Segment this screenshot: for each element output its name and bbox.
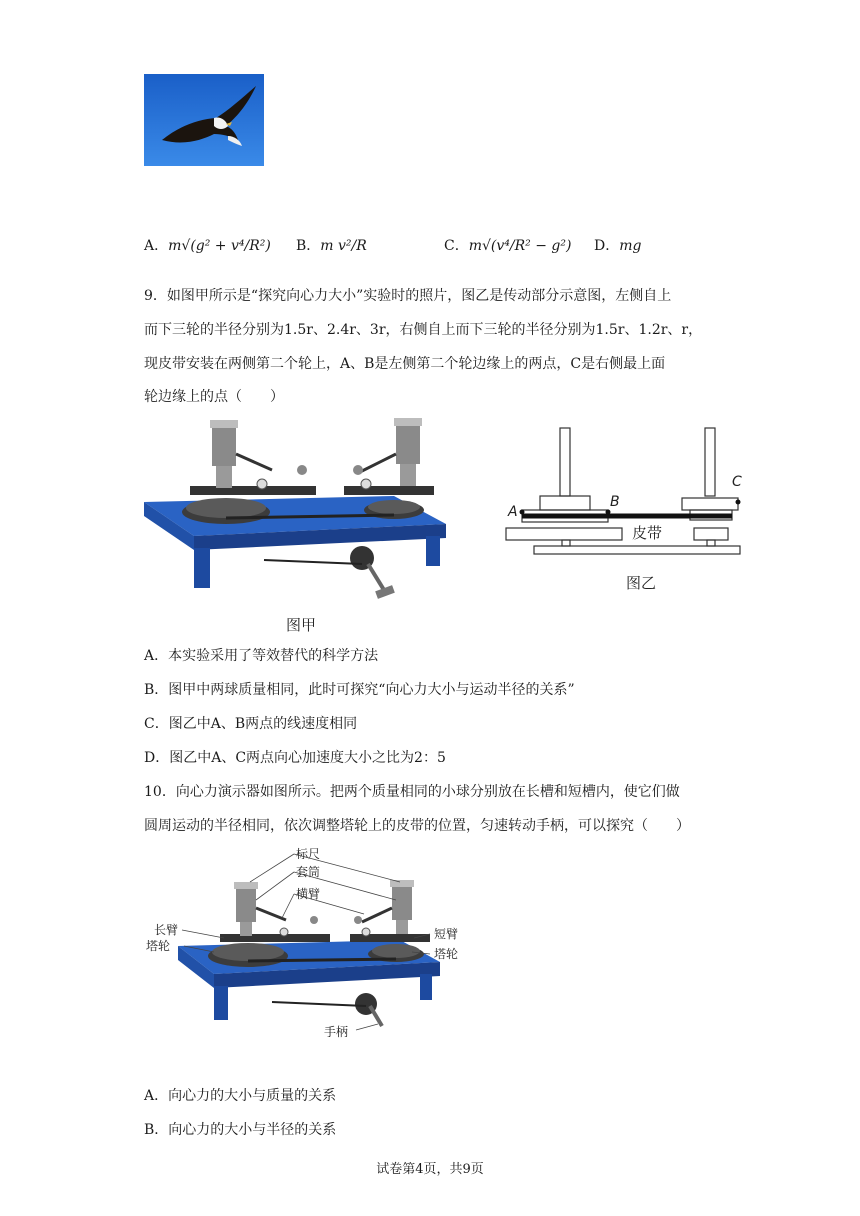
figure-jia-caption: 图甲 <box>286 616 317 634</box>
q9-option-d: D．图乙中A、C两点向心加速度大小之比为2：5 <box>144 750 446 766</box>
eagle-photo <box>144 74 264 166</box>
q9-option-b: B．图甲中两球质量相同，此时可探究“向心力大小与运动半径的关系” <box>144 682 575 698</box>
label-handle: 手柄 <box>324 1025 349 1039</box>
q9-line-4: 轮边缘上的点（ ） <box>144 389 284 405</box>
q10-option-b: B．向心力的大小与半径的关系 <box>144 1122 337 1138</box>
q10-option-a: A．向心力的大小与质量的关系 <box>144 1088 337 1104</box>
page-footer: 试卷第4页，共9页 <box>376 1162 484 1177</box>
label-long-arm: 长臂 <box>154 923 179 937</box>
label-belt: 皮带 <box>632 524 663 542</box>
figure-yi <box>500 424 750 594</box>
q10-line-2: 圆周运动的半径相同，依次调整塔轮上的皮带的位置，匀速转动手柄，可以探究（ ） <box>144 818 690 834</box>
q8-option-d: D．mg <box>594 238 642 254</box>
q8-option-a: A．m√(g² + v⁴/R²) <box>144 238 271 254</box>
label-tower-left: 塔轮 <box>146 939 171 953</box>
label-ruler: 标尺 <box>296 847 321 861</box>
label-a: A <box>508 504 518 520</box>
label-tower-right: 塔轮 <box>434 947 459 961</box>
q8-option-b: B．m v²/R <box>296 238 367 254</box>
q10-line-1: 10．向心力演示器如图所示。把两个质量相同的小球分别放在长槽和短槽内，使它们做 <box>144 784 680 800</box>
label-short-arm: 短臂 <box>434 927 459 941</box>
label-c: C <box>732 474 742 490</box>
figure-jia <box>144 414 460 608</box>
label-crossarm: 横臂 <box>296 887 321 901</box>
figure-q10 <box>144 842 474 1042</box>
label-b: B <box>610 494 620 510</box>
label-sleeve: 套筒 <box>296 865 321 879</box>
q9-line-2: 而下三轮的半径分别为1.5r、2.4r、3r，右侧自上而下三轮的半径分别为1.5r、1.2r、r， <box>144 322 703 338</box>
q9-option-a: A．本实验采用了等效替代的科学方法 <box>144 648 379 664</box>
q9-option-c: C．图乙中A、B两点的线速度相同 <box>144 716 358 732</box>
q9-line-1: 9．如图甲所示是“探究向心力大小”实验时的照片，图乙是传动部分示意图，左侧自上 <box>144 288 672 304</box>
figure-yi-caption: 图乙 <box>626 574 657 592</box>
q9-line-3: 现皮带安装在两侧第二个轮上，A、B是左侧第二个轮边缘上的两点，C是右侧最上面 <box>144 356 666 372</box>
q8-option-c: C．m√(v⁴/R² − g²) <box>444 238 572 254</box>
